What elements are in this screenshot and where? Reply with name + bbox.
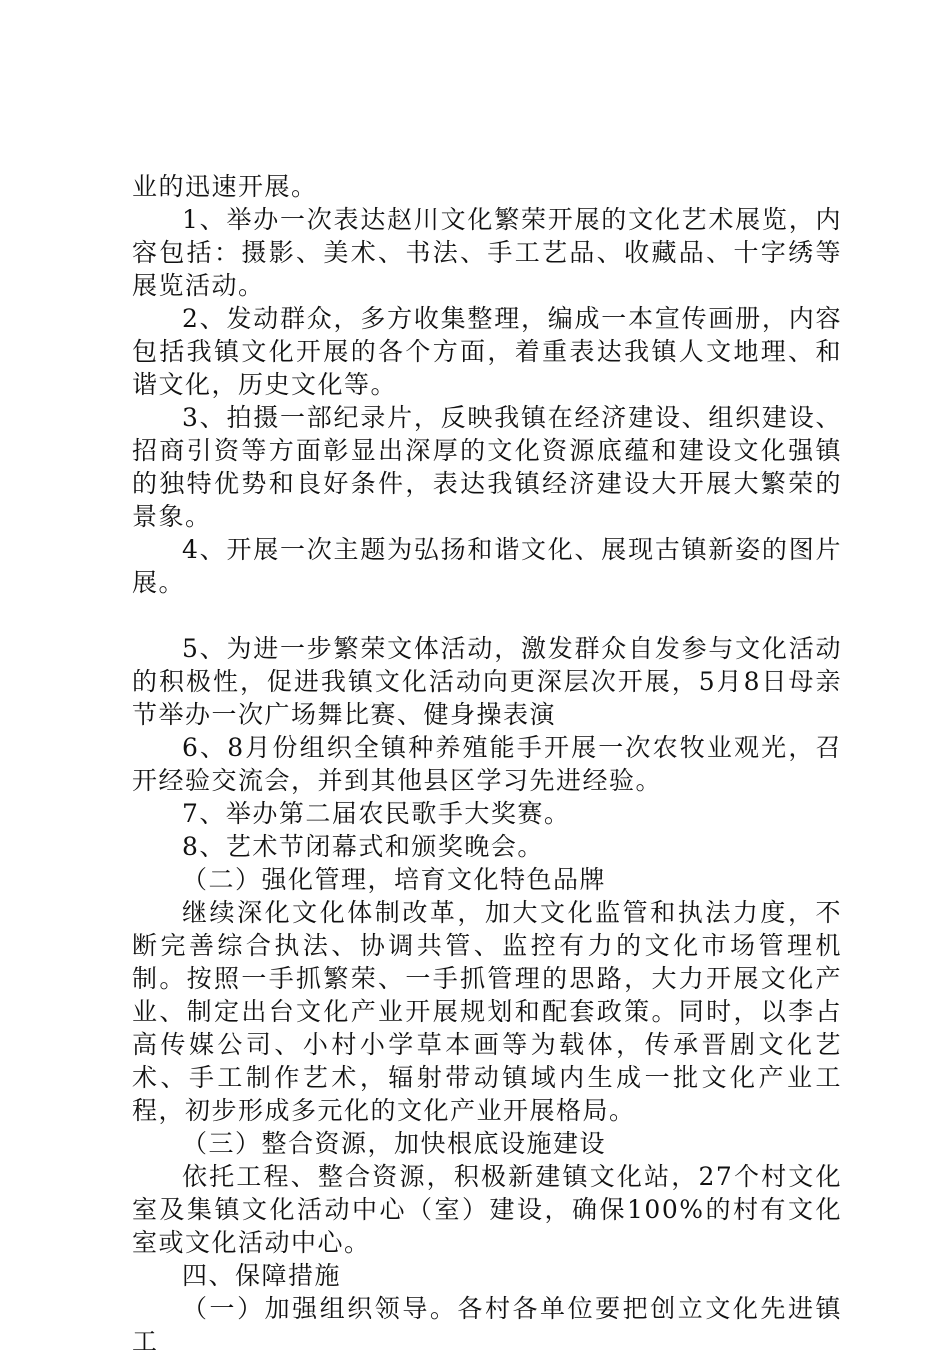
document-body [132, 170, 842, 1358]
paragraph-item-8: 8、艺术节闭幕式和颁奖晚会。 [182, 832, 544, 861]
section-heading-2: （二）强化管理，培育文化特色品牌 [182, 865, 607, 894]
section-heading-measures: 四、保障措施 [182, 1261, 342, 1290]
blank-line [132, 599, 842, 632]
paragraph-item-3: 3、拍摄一部纪录片，反映我镇在经济建设、组织建设、招商引资等方面彰显出深厚的文化资源底蕴和建设文化强镇的独特优势和良好条件，表达我镇经济建设大开展大繁荣的景象。 [132, 403, 842, 531]
paragraph-item-6: 6、8月份组织全镇种养殖能手开展一次农牧业观光，召开经验交流会，并到其他县区学习先进经验。 [132, 733, 842, 795]
paragraph-continuation: 业的迅速开展。 [132, 172, 318, 201]
paragraph-item-7: 7、举办第二届农民歌手大奖赛。 [182, 799, 571, 828]
paragraph-item-1: 1、举办一次表达赵川文化繁荣开展的文化艺术展览，内容包括：摄影、美术、书法、手工艺品、收藏品、十字绣等展览活动。 [132, 205, 842, 300]
paragraph-management: 继续深化文化体制改革，加大文化监管和执法力度，不断完善综合执法、协调共管、监控有力的文化市场管理机制。按照一手抓繁荣、一手抓管理的思路，大力开展文化产业、制定出台文化产业开展规划和配套政策。同时，以李占高传媒公司、小村小学草本画等为载体，传承晋剧文化艺术、手工制作艺术，辐射带动镇域内生成一批文化产业工程，初步形成多元化的文化产业开展格局。 [132, 898, 842, 1125]
paragraph-organization: （一）加强组织领导。各村各单位要把创立文化先进镇工 [132, 1294, 842, 1356]
paragraph-item-2: 2、发动群众，多方收集整理，编成一本宣传画册，内容包括我镇文化开展的各个方面，着重表达我镇人文地理、和谐文化，历史文化等。 [132, 304, 842, 399]
paragraph-item-4: 4、开展一次主题为弘扬和谐文化、展现古镇新姿的图片展。 [132, 535, 842, 597]
section-heading-3: （三）整合资源，加快根底设施建设 [182, 1129, 607, 1158]
paragraph-resources: 依托工程、整合资源，积极新建镇文化站，27个村文化室及集镇文化活动中心（室）建设，确保100%的村有文化室或文化活动中心。 [132, 1162, 842, 1257]
paragraph-item-5: 5、为进一步繁荣文体活动，激发群众自发参与文化活动的积极性，促进我镇文化活动向更深层次开展，5月8日母亲节举办一次广场舞比赛、健身操表演 [132, 634, 842, 729]
